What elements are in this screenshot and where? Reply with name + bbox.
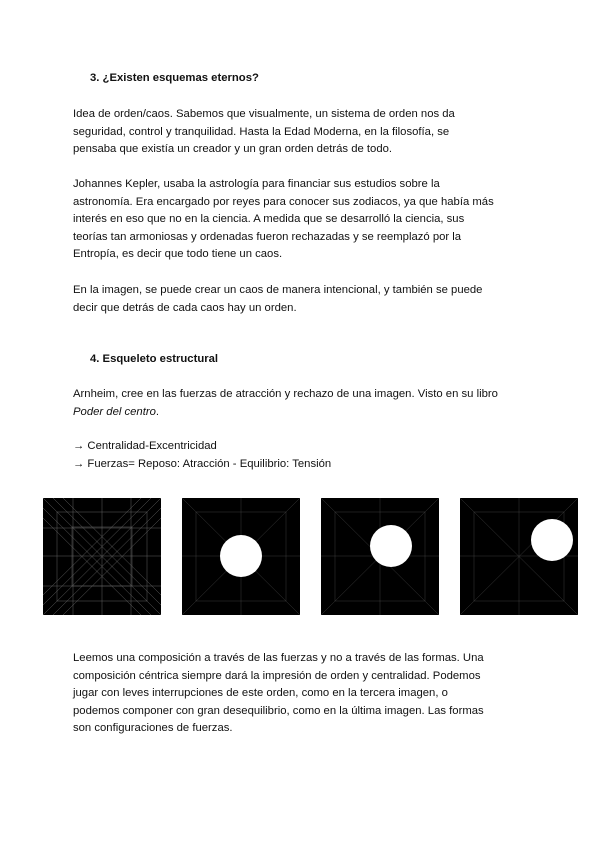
offset-circle [370,525,412,567]
bullet-forces: → Fuerzas= Reposo: Atracción - Equilibrio: Tensión [73,458,332,470]
figure-centered-circle [182,498,300,615]
section-4-heading: 4. Esqueleto estructural [90,353,219,365]
section-4-paragraph-1: Arnheim, cree en las fuerzas de atracción y rechazo de una imagen. Visto en su libro Poder del centro. [73,388,498,418]
skeleton-lines [43,498,161,615]
section-3-paragraph-1: Idea de orden/caos. Sabemos que visualmente, un sistema de orden nos da seguridad, control y tranquilidad. Hasta la Edad Moderna, en la filosofía, se pensaba que existía un creador y un gran orden detrás de todo. [73,108,455,156]
centered-circle [220,535,262,577]
off-balance-circle [531,519,573,561]
bullet-centrality: → Centralidad-Excentricidad [73,440,217,452]
section-3-heading: 3. ¿Existen esquemas eternos? [90,72,259,84]
book-title: Poder del centro [73,405,156,418]
section-4-paragraph-2: Leemos una composición a través de las fuerzas y no a través de las formas. Una composición céntrica siempre dará la impresión de orden y centralidad. Podemos jugar con leves interrupciones de este orden, como en la tercera imagen, o podemos componer con gran desequilibrio, como en la última imagen. Las formas son configuraciones de fuerzas. [73,652,484,735]
figure-structural-skeleton [43,498,161,615]
figure-off-balance-circle [460,498,578,615]
section-3-paragraph-3: En la imagen, se puede crear un caos de manera intencional, y también se puede decir que detrás de cada caos hay un orden. [73,284,483,314]
figure-slightly-offset-circle [321,498,439,615]
section-3-paragraph-2: Johannes Kepler, usaba la astrología para financiar sus estudios sobre la astronomía. Era encargado por reyes para conocer sus zodiacos, ya que había más interés en eso que no en la ciencia. A medida que se desarrolló la ciencia, sus teorías tan armoniosas y ordenadas fueron rechazadas y se reemplazó por la Entropía, es decir que todo tiene un caos. [73,178,494,261]
